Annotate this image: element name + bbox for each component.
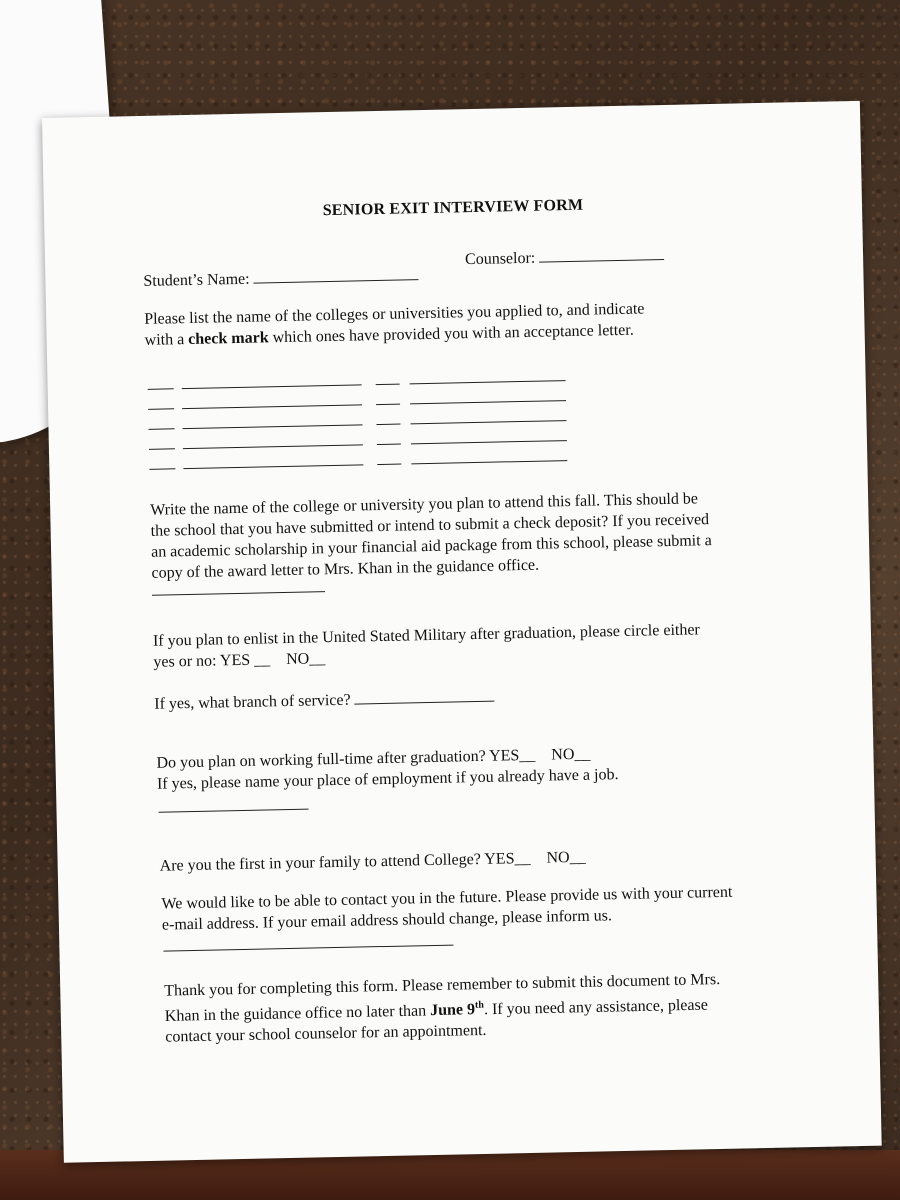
- colleges-question: [144, 298, 675, 351]
- student-name-field[interactable]: [253, 265, 418, 283]
- employment-yes-option[interactable]: YES__: [488, 746, 536, 765]
- college-name-field-left[interactable]: [182, 403, 362, 409]
- first-in-family-question: [159, 844, 719, 877]
- college-name-field-right[interactable]: [410, 379, 566, 384]
- plan-to-attend-question: Write the name of the college or university you plan to attend this fall. This should be the school that you have submitted or intend to submit a check deposit? If you received an academic scholarship in your financial aid package from this school, please submit a copy of the award letter to Mrs. Khan in the guidance office.: [150, 490, 712, 582]
- student-name-label: Student’s Name:: [143, 270, 250, 290]
- check-box-right[interactable]: [376, 383, 400, 386]
- college-name-field-right[interactable]: [411, 459, 567, 464]
- first-in-family-no-option[interactable]: NO__: [546, 848, 586, 867]
- counselor-label: Counselor:: [464, 249, 536, 269]
- colleges-question-text: Please list the name of the colleges or universities you applied to, and indicate with a: [144, 300, 645, 349]
- form-title: SENIOR EXIT INTERVIEW FORM: [322, 196, 584, 220]
- check-mark-emphasis: check mark: [188, 329, 269, 348]
- college-name-field-left[interactable]: [183, 423, 363, 429]
- form-paper: [42, 101, 882, 1163]
- military-question-text: If you plan to enlist in the United Stated Military after graduation, please circle either yes or no:: [152, 621, 700, 671]
- check-box-right[interactable]: [377, 463, 401, 466]
- check-box-left[interactable]: [149, 447, 175, 450]
- check-box-left[interactable]: [148, 407, 174, 410]
- colleges-question-text-end: which ones have provided you with an acceptance letter.: [268, 321, 634, 347]
- closing-text-end: . If you need any assistance, please contact your school counselor for an appointment.: [165, 996, 709, 1046]
- college-name-field-right[interactable]: [410, 399, 566, 404]
- military-no-option[interactable]: NO__: [285, 650, 326, 669]
- due-date-text: June 9: [429, 1001, 476, 1020]
- first-in-family-text: Are you the first in your family to attend College?: [159, 850, 485, 875]
- employment-place-question: If yes, please name your place of employment if you already have a job.: [156, 766, 619, 793]
- counselor-field[interactable]: [539, 245, 664, 263]
- check-box-left[interactable]: [149, 467, 175, 470]
- employment-place-field[interactable]: [159, 808, 309, 813]
- military-question: [153, 619, 714, 673]
- employment-question-text: Do you plan on working full-time after graduation?: [156, 747, 490, 772]
- due-date: [430, 1001, 484, 1019]
- check-box-left[interactable]: [148, 387, 174, 390]
- counselor-row: [465, 245, 665, 269]
- closing-paragraph: [164, 968, 755, 1048]
- check-box-right[interactable]: [377, 443, 401, 446]
- college-name-field-left[interactable]: [183, 463, 363, 469]
- form-content: [42, 101, 882, 1163]
- military-yes-option[interactable]: YES __: [219, 651, 271, 670]
- branch-question: If yes, what branch of service?: [154, 691, 351, 713]
- first-in-family-yes-option[interactable]: YES__: [484, 849, 531, 868]
- branch-row: [154, 687, 495, 714]
- college-name-field-left[interactable]: [182, 383, 362, 389]
- college-name-field-right[interactable]: [411, 439, 567, 444]
- email-question: We would like to be able to contact you in the future. Please provide us with your current e-mail address. If your email address should change, please inform us.: [161, 883, 733, 934]
- college-name-field-left[interactable]: [183, 443, 363, 449]
- college-name-field-right[interactable]: [410, 419, 566, 424]
- employment-question: [156, 741, 717, 795]
- college-list: [147, 365, 589, 474]
- employment-no-option[interactable]: NO__: [551, 745, 591, 764]
- student-name-row: [143, 265, 419, 291]
- due-date-suffix: th: [474, 999, 485, 1012]
- plan-to-attend-field[interactable]: [152, 590, 325, 596]
- check-box-right[interactable]: [376, 423, 400, 426]
- check-box-right[interactable]: [376, 403, 400, 406]
- check-box-left[interactable]: [149, 427, 175, 430]
- branch-field[interactable]: [354, 687, 494, 705]
- email-field[interactable]: [163, 944, 453, 952]
- closing-text: Thank you for completing this form. Please remember to submit this document to Mrs. Khan in the guidance office no later than: [164, 970, 721, 1025]
